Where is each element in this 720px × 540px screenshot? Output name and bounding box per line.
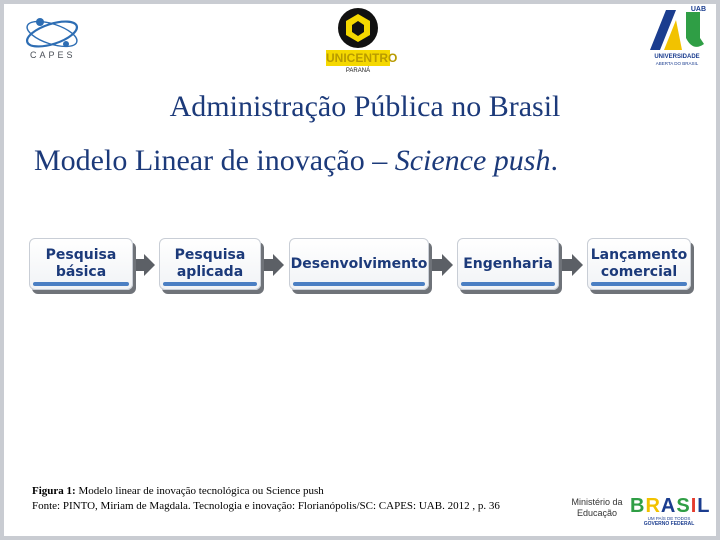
brasil-government: GOVERNO FEDERAL — [643, 521, 695, 527]
step-accent-bar — [591, 282, 687, 286]
uab-line2: ABERTA DO BRASIL — [655, 61, 699, 66]
arrow-stem-1 — [136, 259, 144, 271]
governo-brasil-logo — [630, 495, 711, 527]
step-label: Pesquisa básica — [45, 247, 117, 280]
subtitle-italic: Science push — [394, 144, 551, 177]
ministerio-logo: Ministério da Educação — [571, 497, 623, 518]
uab-logo — [646, 6, 708, 68]
unicentro-emblem-icon — [326, 6, 390, 50]
step-label: Lançamento comercial — [590, 247, 688, 280]
unicentro-wordmark: UNICENTRO — [326, 51, 398, 65]
capes-emblem-icon — [18, 12, 88, 52]
step-desenvolvimento — [289, 238, 429, 290]
step-pesquisa-aplicada — [159, 238, 261, 290]
subtitle-end: . — [550, 144, 558, 177]
step-label: Desenvolvimento — [290, 255, 428, 272]
figure-title-line — [32, 484, 500, 499]
step-label: Engenharia — [463, 255, 553, 272]
subtitle-plain: Modelo Linear de inovação – — [34, 144, 395, 177]
step-accent-bar — [163, 282, 257, 286]
slide-title: Administração Pública no Brasil — [169, 90, 561, 123]
arrow-stem-3 — [432, 259, 442, 271]
figure-text: Modelo linear de inovação tecnológica ou Science push — [75, 485, 324, 497]
step-lancamento-comercial — [587, 238, 691, 290]
arrow-right-icon — [572, 254, 583, 276]
uab-tag: UAB — [690, 6, 706, 13]
brasil-slogan: UM PAÍS DE TODOS — [647, 516, 691, 521]
arrow-right-icon — [144, 254, 155, 276]
step-label: Pesquisa aplicada — [174, 247, 246, 280]
figure-caption — [32, 484, 500, 514]
brasil-wordmark: BRASIL — [630, 495, 711, 517]
slide-subtitle — [34, 144, 558, 178]
arrow-right-icon — [273, 254, 284, 276]
step-accent-bar — [461, 282, 555, 286]
figure-source: Fonte: PINTO, Miriam de Magdala. Tecnologia e inovação: Florianópolis/SC: CAPES: UAB. 2012 , p. 36 — [32, 500, 500, 512]
unicentro-subtitle: PARANÁ — [345, 68, 371, 74]
step-accent-bar — [293, 282, 425, 286]
step-accent-bar — [33, 282, 129, 286]
arrow-right-icon — [442, 254, 453, 276]
unicentro-logo — [326, 6, 398, 76]
capes-wordmark: CAPES — [30, 50, 76, 60]
arrow-stem-2 — [264, 259, 273, 271]
arrow-stem-4 — [562, 259, 572, 271]
uab-line1: UNIVERSIDADE — [654, 54, 700, 60]
step-pesquisa-basica — [29, 238, 133, 290]
capes-logo — [18, 12, 88, 64]
figure-label: Figura 1: — [32, 485, 76, 497]
step-engenharia — [457, 238, 559, 290]
